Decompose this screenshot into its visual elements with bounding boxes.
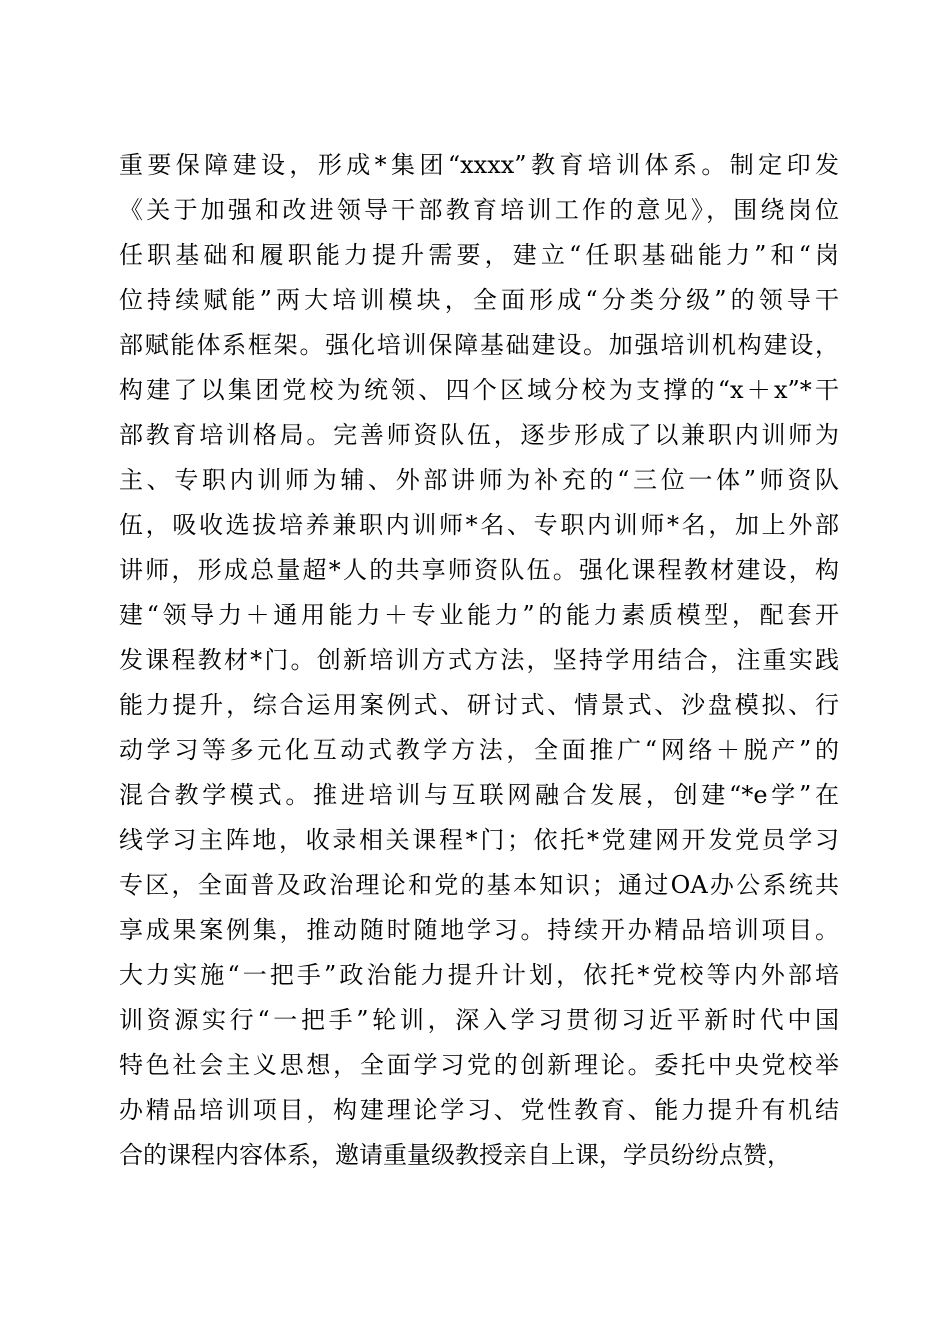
text-line-18: 享成果案例集，推动随时随地学习。持续开办精品培训项目。 (119, 916, 839, 944)
text-line-4: 位持续赋能”两大培训模块，全面形成“分类分级”的领导干 (119, 286, 839, 314)
text-line-13: 能力提升，综合运用案例式、研讨式、情景式、沙盘模拟、行 (119, 691, 839, 719)
text-line-14: 动学习等多元化互动式教学方法，全面推广“网络＋脱产”的 (119, 736, 839, 764)
text-line-19: 大力实施“一把手”政治能力提升计划，依托*党校等内外部培 (119, 961, 839, 989)
text-line-6: 构建了以集团党校为统领、四个区域分校为支撑的“x＋x”*干 (119, 376, 839, 404)
text-line-22: 办精品培训项目，构建理论学习、党性教育、能力提升有机结 (119, 1096, 839, 1124)
text-line-16: 线学习主阵地，收录相关课程*门；依托*党建网开发党员学习 (119, 826, 839, 854)
text-line-20: 训资源实行“一把手”轮训，深入学习贯彻习近平新时代中国 (119, 1006, 839, 1034)
text-line-2: 《关于加强和改进领导干部教育培训工作的意见》，围绕岗位 (119, 196, 839, 224)
text-line-9: 伍，吸收选拔培养兼职内训师*名、专职内训师*名，加上外部 (119, 511, 839, 539)
text-line-21: 特色社会主义思想，全面学习党的创新理论。委托中央党校举 (119, 1051, 839, 1079)
text-line-17: 专区，全面普及政治理论和党的基本知识；通过OA办公系统共 (119, 871, 839, 899)
text-line-8: 主、专职内训师为辅、外部讲师为补充的“三位一体”师资队 (119, 466, 839, 494)
text-line-5: 部赋能体系框架。强化培训保障基础建设。加强培训机构建设， (119, 331, 839, 359)
text-line-23: 合的课程内容体系，邀请重量级教授亲自上课，学员纷纷点赞， (119, 1141, 791, 1169)
text-line-3: 任职基础和履职能力提升需要，建立“任职基础能力”和“岗 (119, 241, 839, 269)
text-line-10: 讲师，形成总量超*人的共享师资队伍。强化课程教材建设，构 (119, 556, 839, 584)
text-line-7: 部教育培训格局。完善师资队伍，逐步形成了以兼职内训师为 (119, 421, 839, 449)
body-paragraph (119, 143, 839, 1178)
text-line-1: 重要保障建设，形成*集团“xxxx”教育培训体系。制定印发 (119, 151, 839, 179)
text-line-15: 混合教学模式。推进培训与互联网融合发展，创建“*e学”在 (119, 781, 839, 809)
text-line-11: 建“领导力＋通用能力＋专业能力”的能力素质模型，配套开 (119, 601, 839, 629)
text-line-12: 发课程教材*门。创新培训方式方法，坚持学用结合，注重实践 (119, 646, 839, 674)
